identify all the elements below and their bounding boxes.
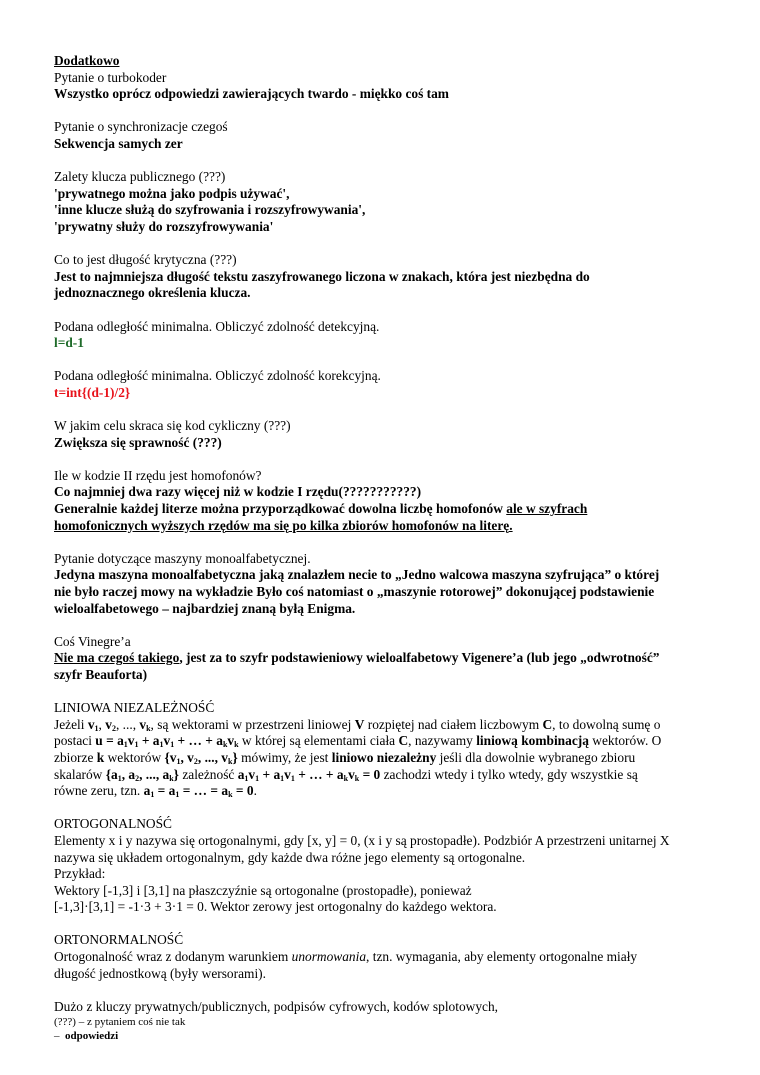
document-page — [54, 53, 714, 1043]
q2-question: Pytanie o synchronizacje czegoś — [54, 119, 228, 135]
q8-answer-2: Generalnie każdej literze można przyporządkować dowolna liczbę homofonów ale w szyfrach — [54, 501, 588, 517]
ortonormalnosc-line-2: długość jednostkową (były wersorami). — [54, 965, 266, 981]
liniowa-line-3: zbiorze k wektorów {$v_1$, $v_2$, ..., $v_k$} mówimy, że jest liniowo niezależny jeśli dla dowolnie wybranego zbioru — [54, 749, 636, 766]
q1-answer: Wszystko oprócz odpowiedzi zawierających twardo - miękko coś tam — [54, 86, 449, 102]
liniowa-line-1: Jeżeli $v_1$, $v_2$, ..., $v_k$, są wektorami w przestrzeni liniowej V rozpiętej nad ciałem liczbowym C, to dowolną sumę o — [54, 716, 661, 733]
footer-line-2: (???) – z pytaniem coś nie tak — [54, 1016, 186, 1029]
q7-answer: Zwiększa się sprawność (???) — [54, 434, 222, 450]
q7-question: W jakim celu skraca się kod cykliczny (???) — [54, 418, 291, 434]
q5-question: Podana odległość minimalna. Obliczyć zdolność detekcyjną. — [54, 318, 380, 334]
q9-answer-1: Jedyna maszyna monoalfabetyczna jaką znalazłem necie to „Jedno walcowa maszyna szyfrująca” o której — [54, 567, 660, 583]
q8-answer-1: Co najmniej dwa razy więcej niż w kodzie I rzędu(???????????) — [54, 484, 422, 500]
q9-question: Pytanie dotyczące maszyny monoalfabetycznej. — [54, 550, 311, 566]
q4-question: Co to jest długość krytyczna (???) — [54, 252, 237, 268]
liniowa-title: LINIOWA NIEZALEŻNOŚĆ — [54, 700, 215, 716]
footer-line-1: Dużo z kluczy prywatnych/publicznych, podpisów cyfrowych, kodów splotowych, — [54, 998, 499, 1014]
q8-question: Ile w kodzie II rzędu jest homofonów? — [54, 467, 262, 483]
q3-answer-2: 'inne klucze służą do szyfrowania i rozszyfrowywania', — [54, 202, 366, 218]
q10-question: Coś Vinegre’a — [54, 633, 131, 649]
ortogonalnosc-title: ORTOGONALNOŚĆ — [54, 816, 172, 832]
q10-answer-2: szyfr Beauforta) — [54, 666, 148, 682]
ortogonalnosc-line-2: nazywa się układem ortogonalnym, gdy każde dwa różne jego elementy są ortogonalne. — [54, 849, 526, 865]
q6-question: Podana odległość minimalna. Obliczyć zdolność korekcyjną. — [54, 368, 381, 384]
q1-question: Pytanie o turbokoder — [54, 69, 167, 85]
q2-answer: Sekwencja samych zer — [54, 135, 183, 151]
q10-answer-1: Nie ma czegoś takiego, jest za to szyfr podstawieniowy wieloalfabetowy Vigenere’a (lub jego „odwrotność” — [54, 650, 660, 666]
ortonormalnosc-line-1: Ortogonalność wraz z dodanym warunkiem unormowania, tzn. wymagania, aby elementy ortogonalne miały — [54, 949, 638, 965]
q3-answer-1: 'prywatnego można jako podpis używać', — [54, 185, 290, 201]
heading-dodatkowo: Dodatkowo — [54, 53, 120, 68]
q6-answer: t=int{(d-1)/2} — [54, 384, 131, 400]
q3-answer-3: 'prywatny służy do rozszyfrowywania' — [54, 218, 274, 234]
ortogonalnosc-line-5: [-1,3]·[3,1] = -1·3 + 3·1 = 0. Wektor zerowy jest ortogonalny do każdego wektora. — [54, 899, 497, 915]
q5-answer: l=d-1 — [54, 335, 84, 351]
ortogonalnosc-line-3: Przykład: — [54, 866, 106, 882]
ortonormalnosc-title: ORTONORMALNOŚĆ — [54, 932, 184, 948]
q8-answer-3: homofonicznych wyższych rzędów ma się po kilka zbiorów homofonów na literę. — [54, 517, 513, 533]
ortogonalnosc-line-1: Elementy x i y nazywa się ortogonalnymi, gdy [x, y] = 0, (x i y są prostopadłe). Podzbiór A przestrzeni unitarnej X — [54, 832, 670, 848]
liniowa-line-4: skalarów {$a_1$, $a_2$, ..., $a_k$} zależność $a_1v_1 + a_1v_1$ + … + $a_kv_k = 0$ zachodzi wtedy i tylko wtedy, gdy wszystkie są — [54, 766, 638, 783]
footer-line-3: – odpowiedzi — [54, 1030, 119, 1043]
q4-answer-1: Jest to najmniejsza długość tekstu zaszyfrowanego liczona w znakach, która jest niezbędna do — [54, 268, 590, 284]
q9-answer-3: wieloalfabetowego – najbardziej znaną byłą Enigma. — [54, 600, 356, 616]
ortogonalnosc-line-4: Wektory [-1,3] i [3,1] na płaszczyźnie są ortogonalne (prostopadłe), ponieważ — [54, 882, 472, 898]
q9-answer-2: nie było raczej mowy na wykładzie Było coś natomiast o „maszynie rotorowej” dokonującej podstawienie — [54, 584, 655, 599]
q4-answer-2: jednoznacznego określenia klucza. — [54, 285, 251, 301]
liniowa-line-5: równe zeru, tzn. $a_1 = a_1$ = … = $a_k = 0$. — [54, 783, 257, 800]
liniowa-line-2: postaci $u = a_1v_1 + a_1v_1$ + … + $a_kv_k$ w której są elementami ciała C, nazywamy liniową kombinacją wektorów. O — [54, 733, 662, 750]
q3-question: Zalety klucza publicznego (???) — [54, 169, 226, 185]
